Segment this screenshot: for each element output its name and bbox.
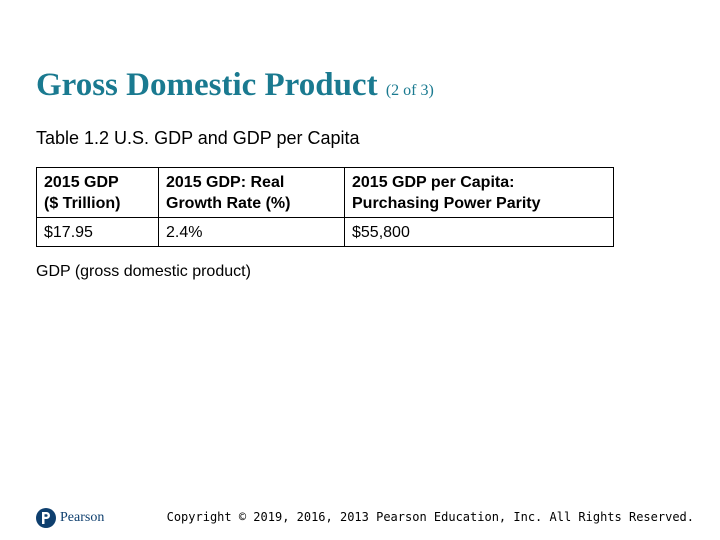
header-gdp [37,168,159,218]
footnote: GDP (gross domestic product) [36,263,251,280]
header-gdp-per-capita-line-1: 2015 GDP per Capita: [352,174,515,191]
pearson-logo-icon [36,508,56,528]
header-gdp-line-2: ($ Trillion) [44,195,121,212]
pearson-logo [36,506,104,530]
table-header-row [37,168,614,218]
gdp-table [36,167,614,247]
header-gdp-per-capita-line-2: Purchasing Power Parity [352,195,541,212]
table-caption: Table 1.2 U.S. GDP and GDP per Capita [36,128,360,148]
cell-gdp-per-capita: $55,800 [345,218,614,247]
slide-title-suffix: (2 of 3) [385,82,434,99]
cell-gdp: $17.95 [37,218,159,247]
pearson-p-glyph-icon [40,511,52,525]
slide-title [36,66,434,110]
header-growth-rate [159,168,345,218]
pearson-logo-text: Pearson [60,510,105,525]
header-gdp-line-1: 2015 GDP [44,174,119,191]
header-growth-rate-line-2: Growth Rate (%) [166,195,291,212]
header-gdp-per-capita [345,168,614,218]
header-growth-rate-line-1: 2015 GDP: Real [166,174,285,191]
table-row [37,218,614,247]
copyright-notice: Copyright © 2019, 2016, 2013 Pearson Education, Inc. All Rights Reserved. [166,510,694,524]
slide-title-text: Gross Domestic Product [36,67,378,103]
cell-growth-rate: 2.4% [159,218,345,247]
